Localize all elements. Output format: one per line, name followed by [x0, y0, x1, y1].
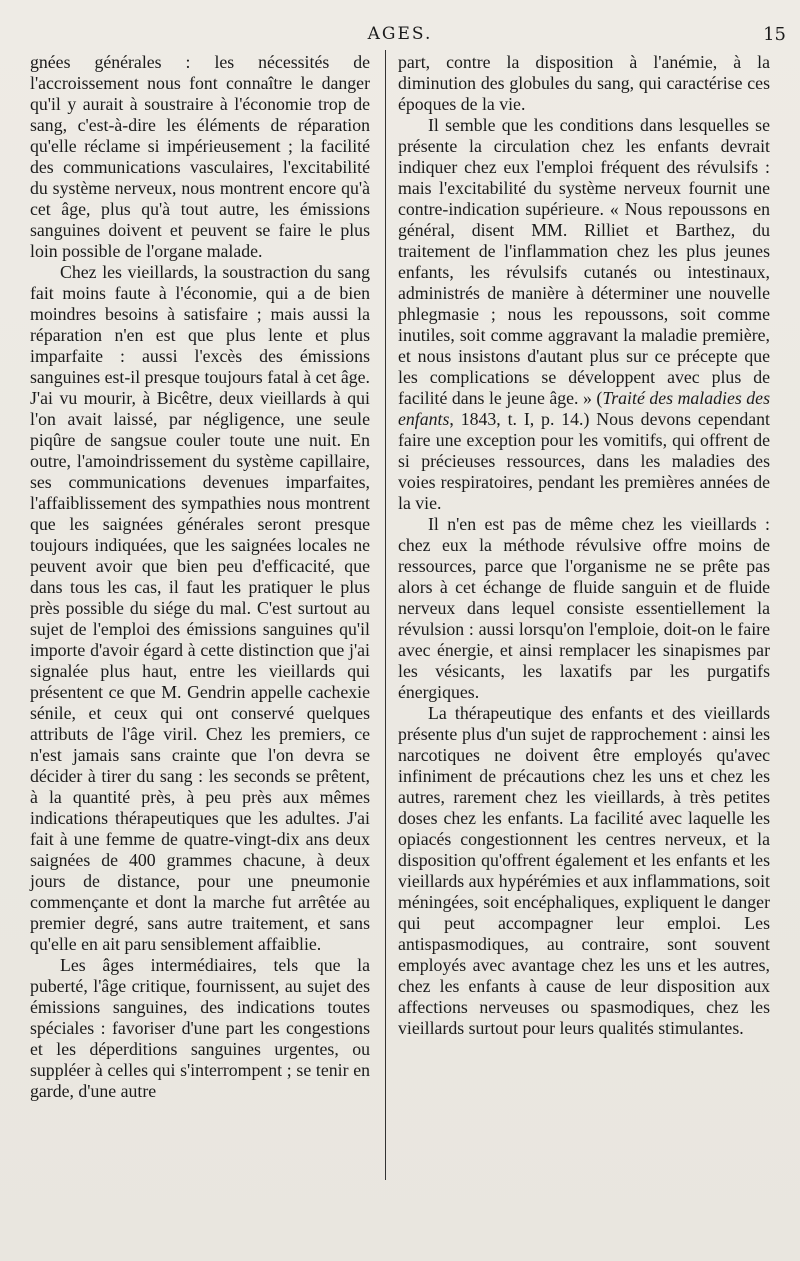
- paragraph-text: , 1843, t. I, p. 14.) Nous devons cependant faire une exception pour les vomitifs, qui offrent de si précieuses ressources, dans les maladies des voies respiratoires, pendant les premières années de la vie.: [398, 409, 770, 513]
- left-column: [30, 52, 370, 1102]
- book-title-citation: Traité des maladies des enfants: [398, 388, 770, 429]
- page-number: 15: [763, 24, 786, 45]
- running-head: [0, 24, 800, 48]
- running-title: AGES.: [367, 24, 433, 44]
- paragraph-text: Il semble que les conditions dans lesquelles se présente la circulation chez les enfants devrait indiquer chez eux l'emploi fréquent des révulsifs : mais l'excitabilité du système nerveux fournit une contre-indication supérieure. « Nous repoussons en général, disent MM. Rilliet et Barthez, du traitement de l'inflammation chez les plus jeunes enfants, les révulsifs cutanés ou intestinaux, administrés de manière à déterminer une nouvelle phlegmasie ; nous les repoussons, soit comme inutiles, soit comme aggravant la maladie première, et nous insistons d'autant plus sur ce précepte que les complications se développent avec plus de facilité dans le jeune âge. » (: [398, 115, 770, 408]
- paragraph: part, contre la disposition à l'anémie, à la diminution des globules du sang, qui caractérise ces époques de la vie.: [398, 52, 770, 114]
- paragraph: Il n'en est pas de même chez les vieillards : chez eux la méthode révulsive offre moins de ressources, parce que l'organisme ne se prête pas alors à cet échange de fluide sanguin et de fluide nerveux dans lequel consiste essentiellement la révulsion : aussi lorsqu'on l'emploie, doit-on le faire avec énergie, et ainsi remplacer les sinapismes par les vésicants, les laxatifs par les purgatifs énergiques.: [398, 514, 770, 702]
- paragraph: La thérapeutique des enfants et des vieillards présente plus d'un sujet de rapprochement : ainsi les narcotiques ne doivent être employés qu'avec infiniment de précautions chez les uns et chez les autres, rarement chez les vieillards, à très petites doses chez les enfants. La facilité avec laquelle les opiacés congestionnent les centres nerveux, et la disposition qu'offrent également et les enfants et les vieillards aux hypérémies et aux inflammations, soit méningées, soit encéphaliques, expliquent le danger qui peut accompagner leur emploi. Les antispasmodiques, au contraire, sont souvent employés avec avantage chez les uns et les autres, chez les enfants à cause de leur disposition aux affections nerveuses ou spasmodiques, chez les vieillards surtout pour leurs qualités stimulantes.: [398, 703, 770, 1038]
- paragraph: gnées générales : les nécessités de l'accroissement nous font connaître le danger qu'il y aurait à soustraire à l'économie trop de sang, c'est-à-dire les éléments de réparation qu'elle réclame si impérieusement ; la facilité des communications vasculaires, l'excitabilité du système nerveux, nous montrent encore qu'à cet âge, plus qu'à tout autre, les émissions sanguines doivent et peuvent se faire le plus loin possible de l'organe malade.: [30, 52, 370, 261]
- paragraph: Les âges intermédiaires, tels que la puberté, l'âge critique, fournissent, au sujet des émissions sanguines, des indications toutes spéciales : favoriser d'une part les congestions et les déperditions sanguines urgentes, ou suppléer à celles qui s'interrompent ; se tenir en garde, d'une autre: [30, 955, 370, 1101]
- paragraph: [398, 115, 770, 514]
- paragraph: Chez les vieillards, la soustraction du sang fait moins faute à l'économie, qui a de bien moindres besoins à satisfaire ; mais aussi la réparation n'en est que plus lente et plus imparfaite : aussi l'excès des émissions sanguines est-il presque toujours fatal à cet âge. J'ai vu mourir, à Bicêtre, deux vieillards à qui l'on avait laissé, par négligence, une seule piqûre de sangsue couler toute une nuit. En outre, l'amoindrissement du système capillaire, ses communications devenues imparfaites, l'affaiblissement des sympathies nous montrent que les saignées générales seront presque toujours indiquées, que les saignées locales ne peuvent avoir que bien peu d'efficacité, que dans tous les cas, il faut les pratiquer le plus près possible du siége du mal. C'est surtout au sujet de l'emploi des émissions sanguines qu'il importe d'avoir égard à cette distinction que j'ai signalée plus haut, entre les vieillards qui présentent ce que M. Gendrin appelle cachexie sénile, et ceux qui ont conservé quelques attributs de l'âge viril. Chez les premiers, ce n'est jamais sans crainte que l'on devra se décider à tirer du sang : les seconds se prêtent, à la quantité près, à peu près aux mêmes indications thérapeutiques que les adultes. J'ai fait à une femme de quatre-vingt-dix ans deux saignées de 400 grammes chacune, à deux jours de distance, pour une pneumonie commençante et dont la marche fut arrêtée au premier degré, sans autre traitement, et sans qu'elle en ait paru sensiblement affaiblie.: [30, 262, 370, 954]
- right-column: [398, 52, 770, 1039]
- column-rule: [385, 50, 386, 1180]
